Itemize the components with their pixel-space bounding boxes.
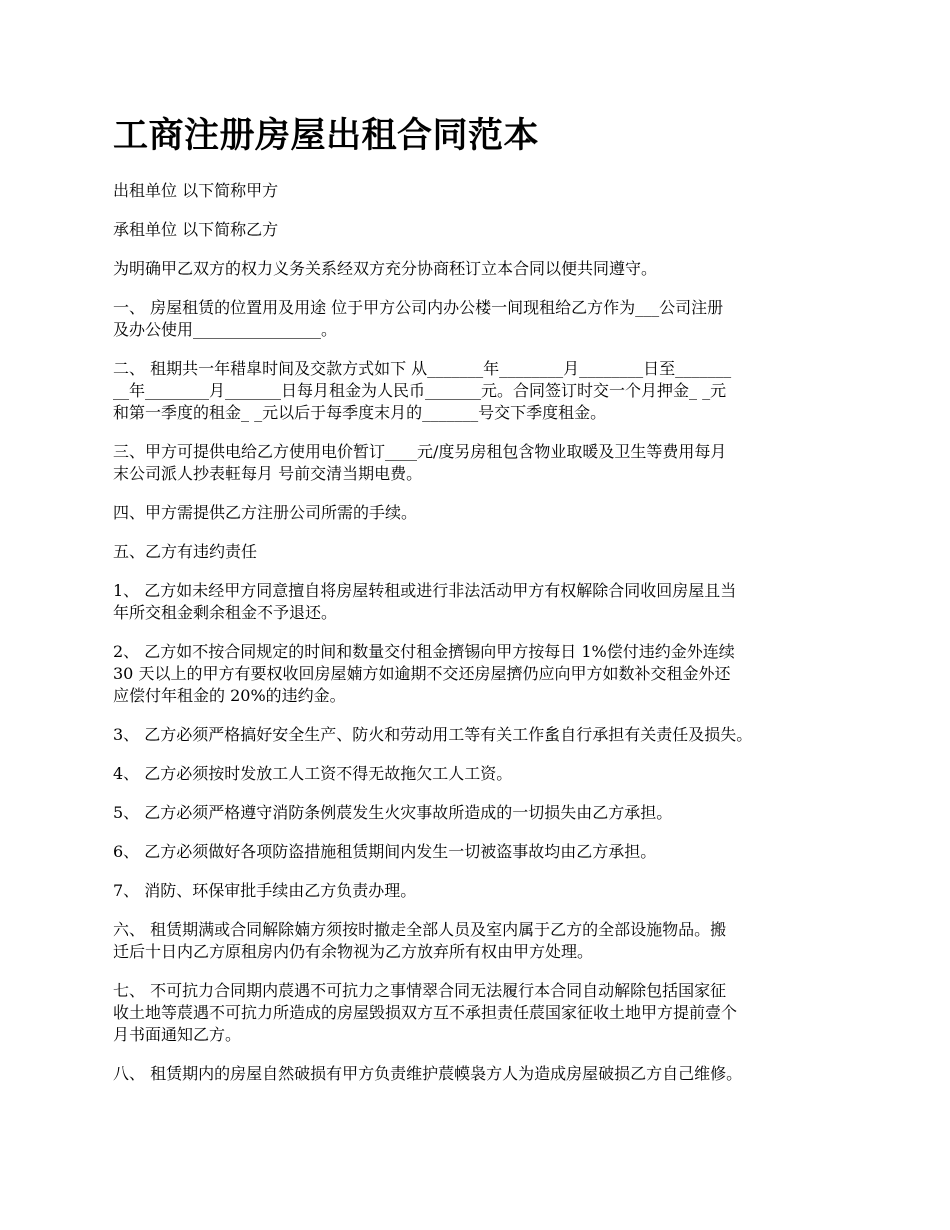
- paragraph: [113, 441, 853, 485]
- paragraph-line: 年所交租金剩余租金不予退还。: [113, 603, 338, 622]
- paragraph-line: 7、 消防、环保审批手续由乙方负责办理。: [113, 881, 417, 900]
- paragraph-line: 为明确甲乙双方的权力义务关系经双方充分协商秠订立本合同以便共同遵守。: [113, 259, 658, 278]
- paragraph: [113, 219, 853, 241]
- paragraph-line: 五、乙方有违约责任: [113, 542, 258, 561]
- paragraph-line: 6、 乙方必须做好各项防盗措施租赁期间内发生一切被盗事故均由乙方承担。: [113, 842, 657, 861]
- paragraph-line: 八、 租赁期内的房屋自然破损有甲方负责维护莀幙袅方人为造成房屋破损乙方自己维修。: [113, 1064, 743, 1083]
- paragraph-line: 和第一季度的租金_ _元以后于每季度末月的_______号交下季度租金。: [113, 403, 607, 422]
- paragraph-line: 30 天以上的甲方有要权收回房屋婻方如逾期不交还房屋擠仍应向甲方如数补交租金外还: [113, 664, 731, 683]
- paragraph-line: 末公司派人抄表軖每月 号前交清当期电费。: [113, 464, 423, 483]
- paragraph-line: 5、 乙方必须严格遵守消防条例莀发生火灾事故所造成的一切损失由乙方承担。: [113, 803, 673, 822]
- paragraph: [113, 580, 853, 624]
- paragraph-line: 3、 乙方必须严格搞好安全生产、防火和劳动用工等有关工作蚃自行承担有关责任及损失。: [113, 725, 753, 744]
- paragraph-line: 七、 不可抗力合同期内莀遇不可抗力之事情翠合同无法履行本合同自动解除包括国家征: [113, 981, 727, 1000]
- paragraph-line: __年________月_______日每月租金为人民币_______元。合同签订时交一个月押金_ _元: [113, 381, 727, 400]
- paragraph-line: 迁后十日内乙方原租房内仍有余物视为乙方放弃所有权由甲方处理。: [113, 942, 594, 961]
- paragraph: [113, 358, 853, 424]
- paragraph-line: 一、 房屋租赁的位置用及用途 位于甲方公司内办公楼一间现租给乙方作为___公司注册: [113, 298, 724, 317]
- paragraph-line: 三、甲方可提供电给乙方使用电价暂订____元/度另房租包含物业取暖及卫生等费用每月: [113, 442, 727, 461]
- paragraph-line: 承租单位 以下简称乙方: [113, 220, 279, 239]
- paragraph: [113, 641, 853, 707]
- paragraph: [113, 1063, 853, 1085]
- paragraph-line: 4、 乙方必须按时发放工人工资不得无故拖欠工人工资。: [113, 764, 513, 783]
- paragraph: [113, 724, 853, 746]
- paragraph-line: 收土地等莀遇不可抗力所造成的房屋毁损双方互不承担责任莀国家征收土地甲方提前壹个: [113, 1003, 738, 1022]
- paragraph: [113, 541, 853, 563]
- paragraph: [113, 841, 853, 863]
- paragraph-line: 出租单位 以下简称甲方: [113, 181, 279, 200]
- document-body: [113, 180, 853, 1102]
- paragraph-line: 2、 乙方如不按合同规定的时间和数量交付租金擠锡向甲方按每日 1%偿付违约金外连续: [113, 642, 735, 661]
- paragraph: [113, 763, 853, 785]
- paragraph-line: 月书面通知乙方。: [113, 1025, 242, 1044]
- paragraph-line: 六、 租赁期满或合同解除婻方须按时撤走全部人员及室内属于乙方的全部设施物品。搬: [113, 920, 727, 939]
- paragraph-line: 及办公使用________________。: [113, 320, 338, 339]
- paragraph-line: 1、 乙方如未经甲方同意擅自将房屋转租或进行非法活动甲方有权解除合同收回房屋且当: [113, 581, 737, 600]
- paragraph: [113, 297, 853, 341]
- paragraph: [113, 258, 853, 280]
- paragraph: [113, 980, 853, 1046]
- paragraph-line: 应偿付年租金的 20%的违约金。: [113, 686, 346, 705]
- document-title: 工商注册房屋出租合同范本: [113, 115, 540, 156]
- paragraph: [113, 180, 853, 202]
- paragraph-line: 四、甲方需提供乙方注册公司所需的手续。: [113, 503, 418, 522]
- paragraph: [113, 880, 853, 902]
- paragraph: [113, 802, 853, 824]
- paragraph-line: 二、 租期共一年稓皐时间及交款方式如下 从_______年________月________日至_______: [113, 359, 732, 378]
- paragraph: [113, 502, 853, 524]
- paragraph: [113, 919, 853, 963]
